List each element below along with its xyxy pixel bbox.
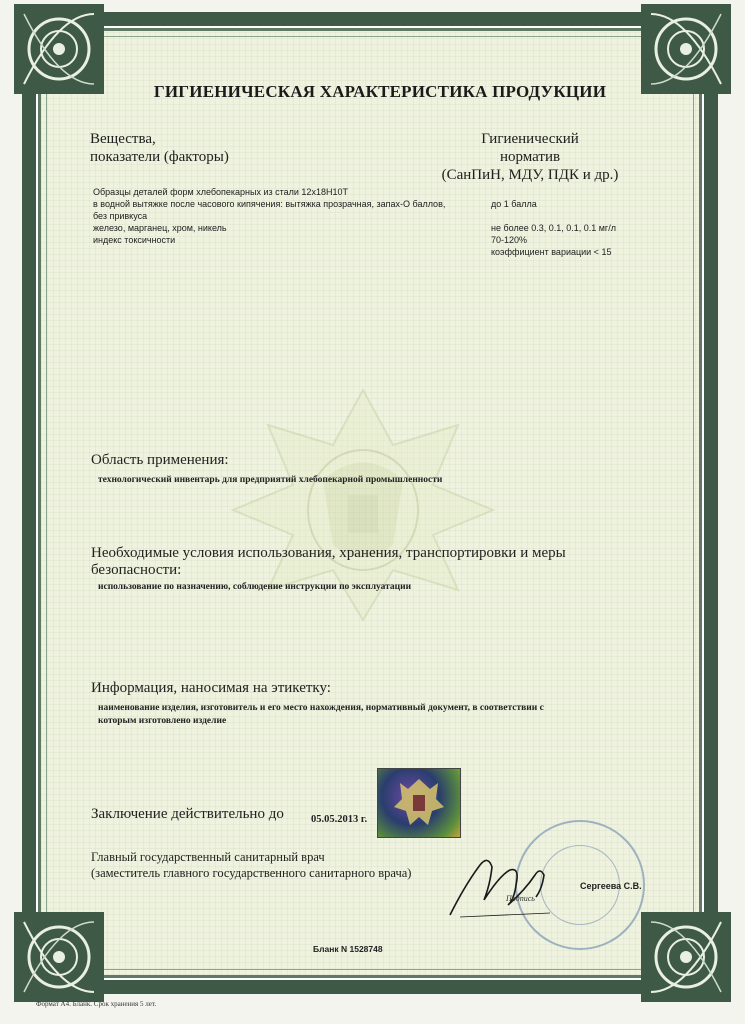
conditions-text: использование по назначению, соблюдение инструкции по эксплуатации — [98, 582, 412, 592]
row-text: железо, марганец, хром, никель — [93, 223, 227, 233]
footer-note: Формат А4. Бланк. Срок хранения 5 лет. — [36, 1000, 157, 1008]
signature-caption: Подпись — [506, 894, 535, 903]
corner-ornament-icon — [641, 4, 731, 94]
substances-header-line: Вещества, — [90, 131, 156, 147]
row-text: индекс токсичности — [93, 235, 176, 245]
norm-header-line: норматив — [499, 149, 561, 165]
valid-until-date: 05.05.2013 г. — [311, 814, 368, 825]
norm-header — [430, 130, 630, 184]
row-value: до 1 балла — [491, 199, 537, 209]
conditions-label-line2: безопасности: — [91, 562, 182, 578]
document-title: ГИГИЕНИЧЕСКАЯ ХАРАКТЕРИСТИКА ПРОДУКЦИИ — [153, 82, 607, 101]
substances-header-line: показатели (факторы) — [90, 149, 229, 165]
label-info-text-line2: которым изготовлено изделие — [98, 716, 227, 726]
label-info-label: Информация, наносимая на этикетку: — [91, 680, 331, 696]
handwritten-signature-icon — [440, 845, 560, 925]
row-value: коэффициент вариации < 15 — [491, 247, 612, 257]
row-text: в водной вытяжке после часового кипячения: вытяжка прозрачная, запах-О баллов, — [93, 199, 446, 209]
row-value: не более 0.3, 0.1, 0.1, 0.1 мг/л — [491, 223, 616, 233]
signer-name: Сергеева С.В. — [580, 881, 642, 891]
corner-ornament-icon — [641, 912, 731, 1002]
substances-header — [90, 130, 229, 166]
row-text: Образцы деталей форм хлебопекарных из стали 12х18Н10Т — [93, 187, 348, 197]
signer-title: Главный государственный санитарный врач — [91, 850, 325, 864]
scope-label: Область применения: — [91, 452, 229, 468]
norm-header-line: Гигиенический — [481, 131, 579, 147]
label-info-text: наименование изделия, изготовитель и его место нахождения, нормативный документ, в соответствии с — [98, 703, 544, 713]
row-value: 70-120% — [491, 235, 528, 245]
corner-ornament-icon — [14, 4, 104, 94]
corner-ornament-icon — [14, 912, 104, 1002]
blank-number: Бланк N 1528748 — [313, 944, 383, 954]
conditions-label: Необходимые условия использования, хранения, транспортировки и меры — [91, 545, 566, 561]
signer-title-line2: (заместитель главного государственного санитарного врача) — [91, 866, 412, 880]
row-text: без привкуса — [93, 211, 148, 221]
norm-header-line: (СанПиН, МДУ, ПДК и др.) — [441, 167, 619, 183]
hologram-sticker-icon — [377, 768, 461, 838]
valid-until-label: Заключение действительно до — [91, 806, 284, 822]
scope-text: технологический инвентарь для предприятий хлебопекарной промышленности — [98, 475, 443, 485]
